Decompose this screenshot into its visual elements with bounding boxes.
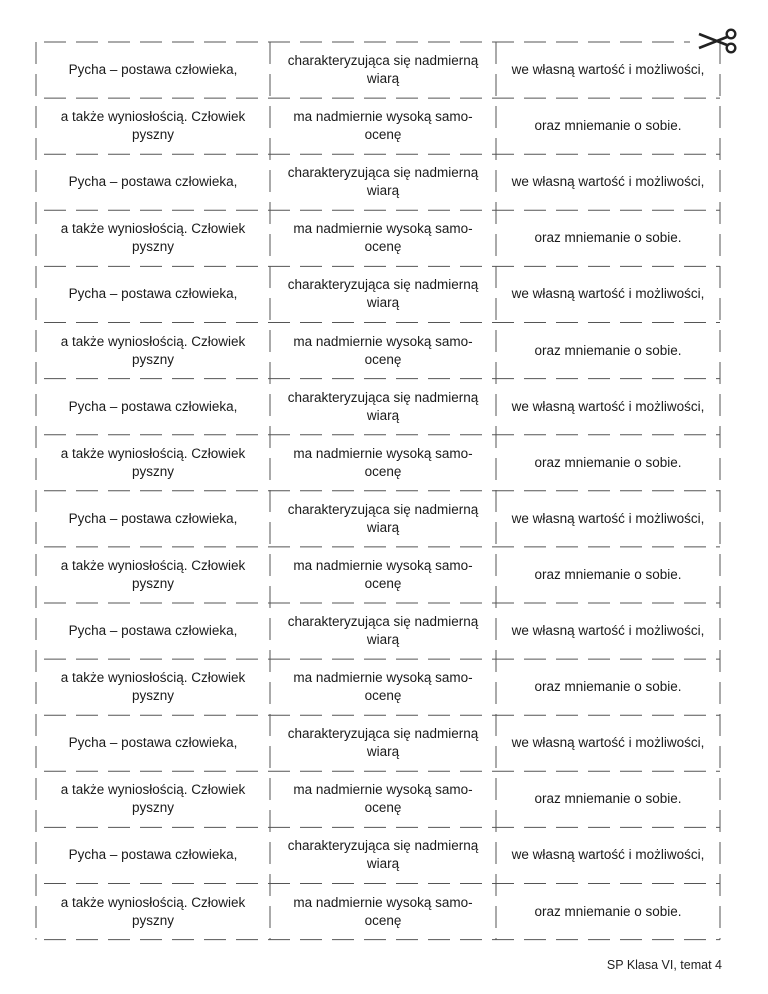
card-text: ma nadmiernie wysoką samo-ocenę: [293, 221, 473, 255]
card-text: Pycha – postawa człowieka,: [68, 510, 238, 526]
card-text: Pycha – postawa człowieka,: [68, 174, 238, 190]
card-text: Pycha – postawa człowieka,: [68, 62, 238, 78]
footer-label: SP Klasa VI, temat 4: [606, 958, 722, 972]
card-text: we własną wartość i możliwości,: [511, 62, 705, 78]
card-text: we własną wartość i możliwości,: [511, 398, 705, 414]
card-text: oraz mniemanie o sobie.: [534, 679, 682, 695]
card-text: a także wyniosłością. Człowiek pyszny: [60, 221, 246, 255]
card-text: Pycha – postawa człowieka,: [68, 847, 238, 863]
card-text: charakteryzująca się nadmierną wiarą: [287, 614, 479, 648]
card-text: a także wyniosłością. Człowiek pyszny: [60, 557, 246, 591]
card-text: ma nadmiernie wysoką samo-ocenę: [293, 445, 473, 479]
card-text: Pycha – postawa człowieka,: [68, 286, 238, 302]
card-text: oraz mniemanie o sobie.: [534, 454, 682, 470]
card-text: we własną wartość i możliwości,: [511, 735, 705, 751]
card-text: a także wyniosłością. Człowiek pyszny: [60, 782, 246, 816]
card-text: a także wyniosłością. Człowiek pyszny: [60, 333, 246, 367]
card-text: Pycha – postawa człowieka,: [68, 623, 238, 639]
card-text: charakteryzująca się nadmierną wiarą: [287, 501, 479, 535]
card-text: we własną wartość i możliwości,: [511, 623, 705, 639]
card-text: oraz mniemanie o sobie.: [534, 230, 682, 246]
card-text: we własną wartość i możliwości,: [511, 510, 705, 526]
card-text: ma nadmiernie wysoką samo-ocenę: [293, 109, 473, 143]
card-text: ma nadmiernie wysoką samo-ocenę: [293, 670, 473, 704]
card-text: oraz mniemanie o sobie.: [534, 791, 682, 807]
card-text: charakteryzująca się nadmierną wiarą: [287, 277, 479, 311]
card-text: charakteryzująca się nadmierną wiarą: [287, 53, 479, 87]
card-text: oraz mniemanie o sobie.: [534, 903, 682, 919]
card-text: charakteryzująca się nadmierną wiarą: [287, 389, 479, 423]
card-text: we własną wartość i możliwości,: [511, 174, 705, 190]
card-text: charakteryzująca się nadmierną wiarą: [287, 838, 479, 872]
card-text: charakteryzująca się nadmierną wiarą: [287, 165, 479, 199]
card-text: a także wyniosłością. Człowiek pyszny: [60, 109, 246, 143]
card-text: ma nadmiernie wysoką samo-ocenę: [293, 894, 473, 928]
card-text: ma nadmiernie wysoką samo-ocenę: [293, 782, 473, 816]
card-text: ma nadmiernie wysoką samo-ocenę: [293, 557, 473, 591]
card-text: a także wyniosłością. Człowiek pyszny: [60, 445, 246, 479]
card-text: charakteryzująca się nadmierną wiarą: [287, 726, 479, 760]
card-text: we własną wartość i możliwości,: [511, 286, 705, 302]
card-text: ma nadmiernie wysoką samo-ocenę: [293, 333, 473, 367]
card-text: oraz mniemanie o sobie.: [534, 566, 682, 582]
card-text: oraz mniemanie o sobie.: [534, 118, 682, 134]
card-text: Pycha – postawa człowieka,: [68, 735, 238, 751]
card-text: Pycha – postawa człowieka,: [68, 398, 238, 414]
card-text: a także wyniosłością. Człowiek pyszny: [60, 670, 246, 704]
card-text: a także wyniosłością. Człowiek pyszny: [60, 894, 246, 928]
card-text: oraz mniemanie o sobie.: [534, 342, 682, 358]
card-text: we własną wartość i możliwości,: [511, 847, 705, 863]
